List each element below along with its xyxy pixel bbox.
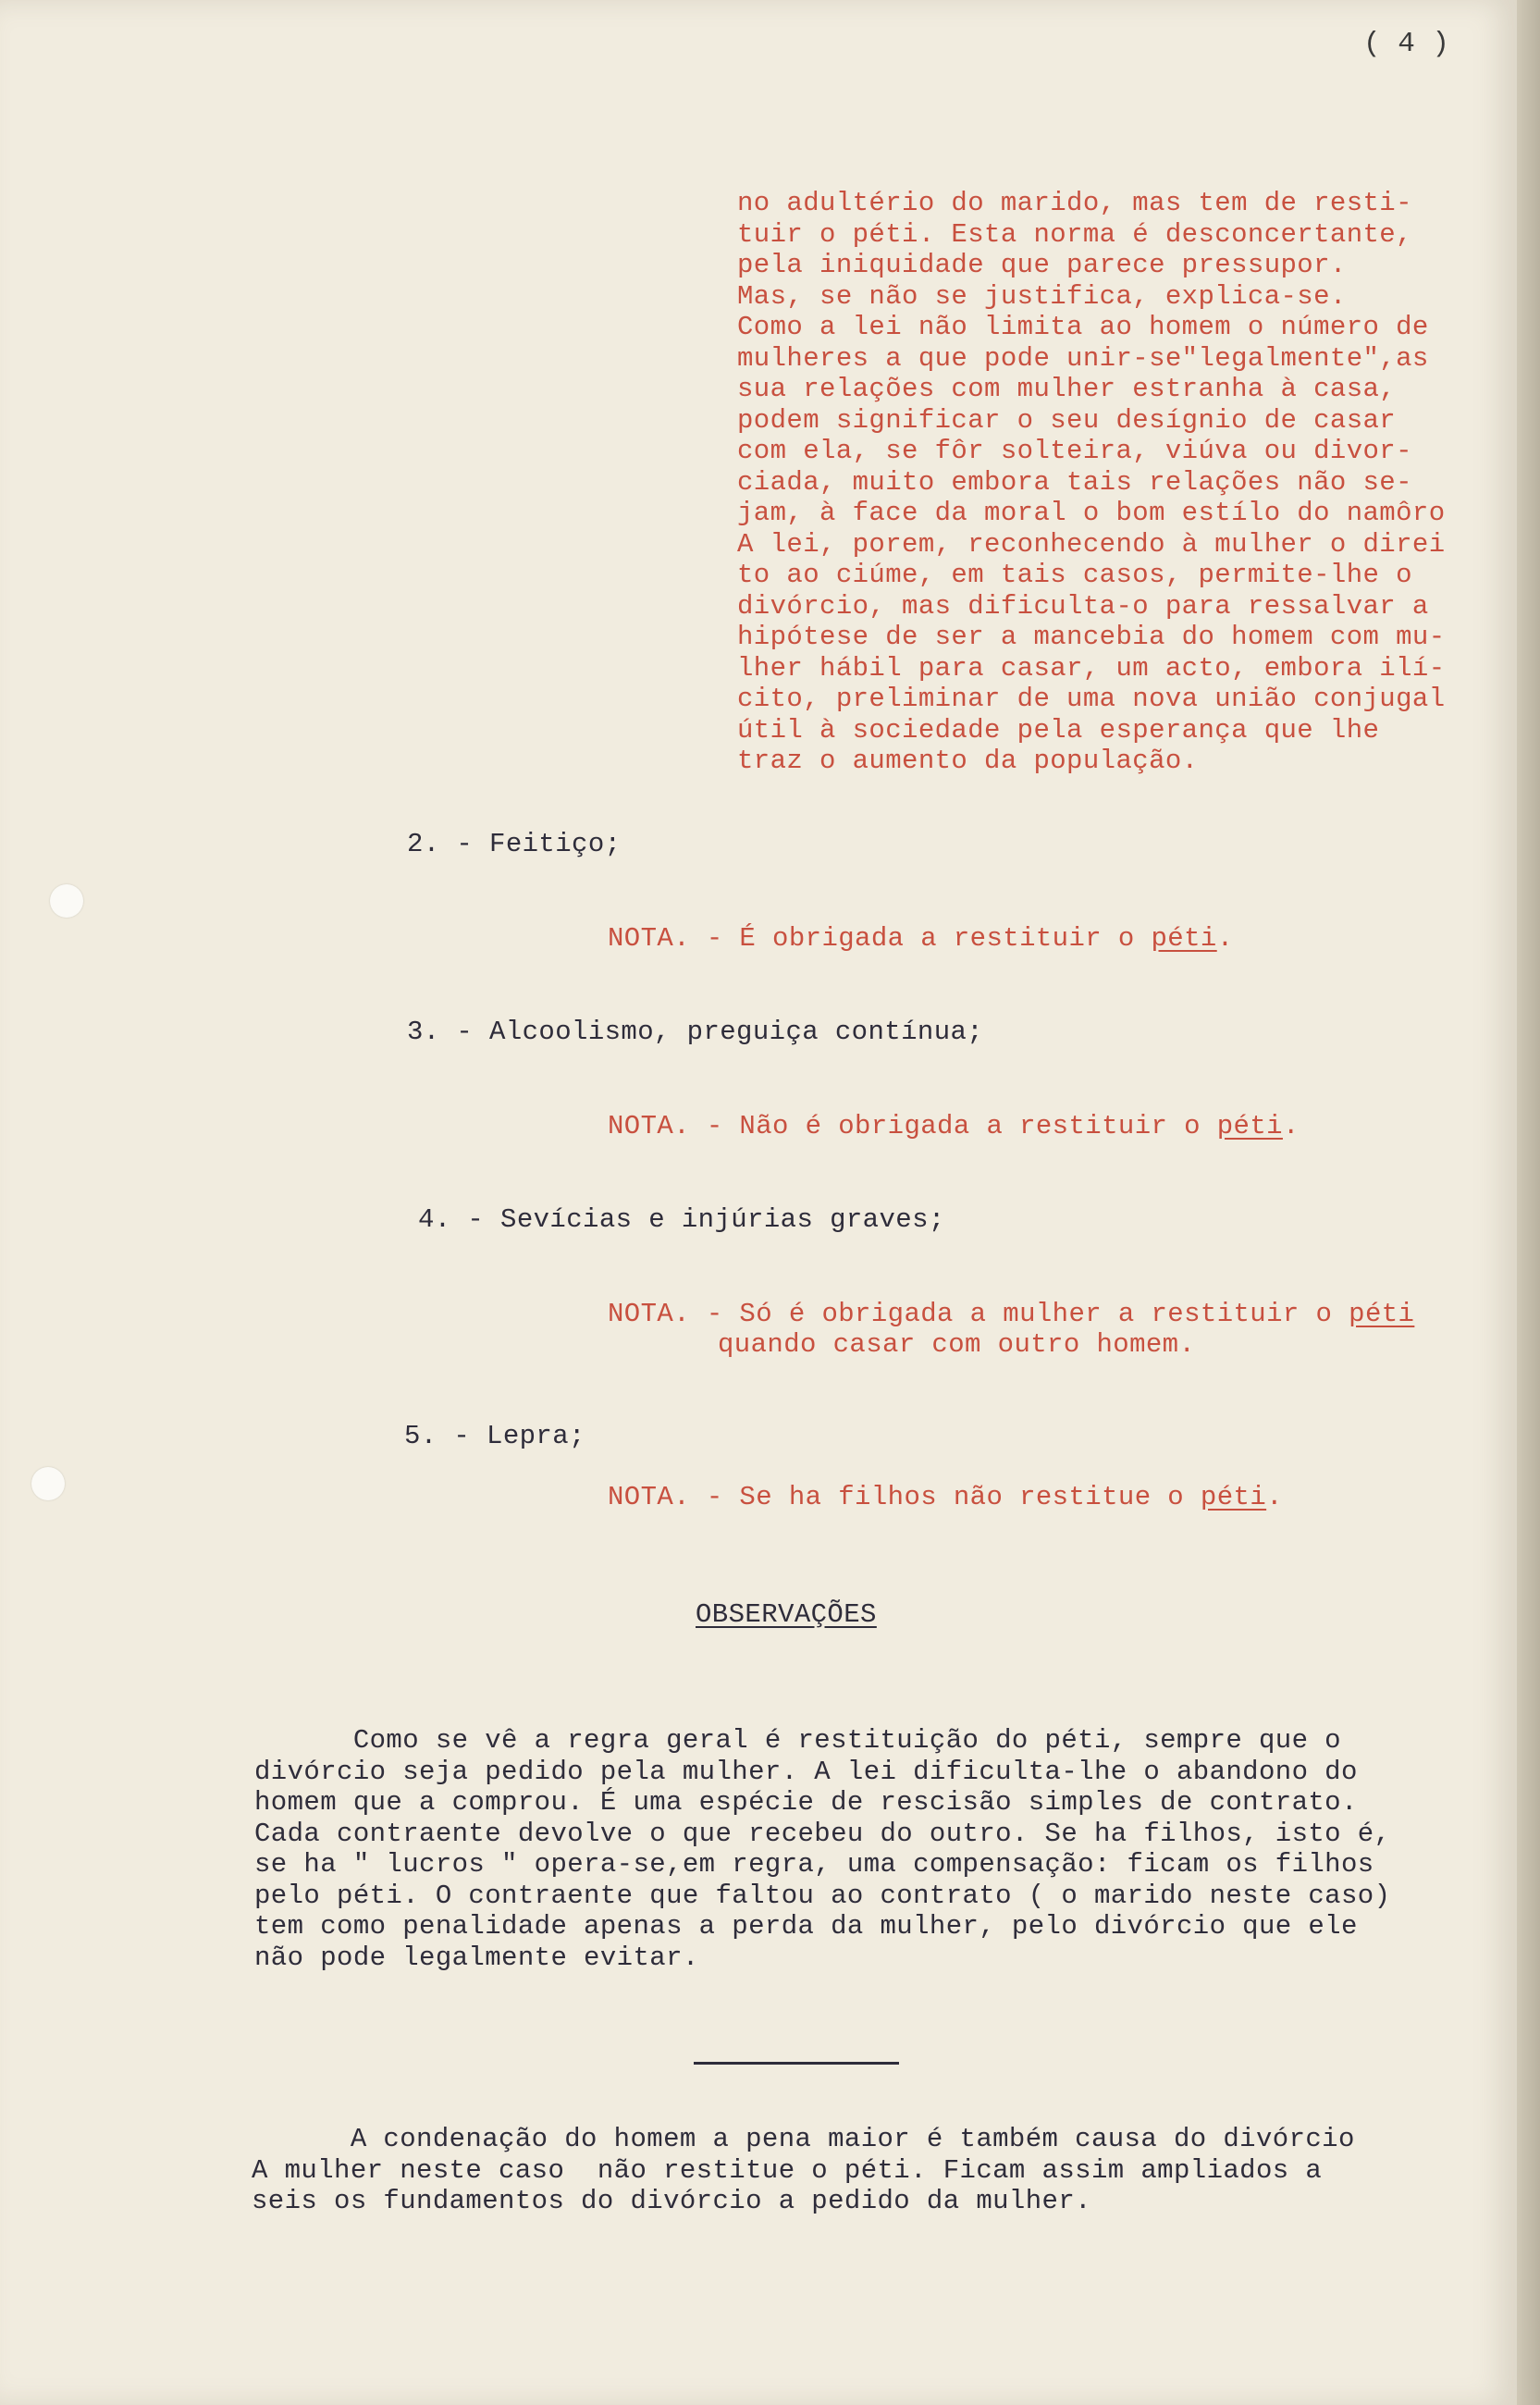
punch-hole (50, 884, 83, 918)
paragraph-line: no adultério do marido, mas tem de resti- (737, 188, 1412, 218)
paragraph-line: lher hábil para casar, um acto, embora ilí- (737, 652, 1446, 684)
paragraph-line: ciada, muito embora tais relações não se- (737, 466, 1412, 498)
paragraph-line: Como a lei não limita ao homem o número de (737, 312, 1429, 342)
note-text: - Se ha filhos não restitue o (690, 1482, 1201, 1512)
item-3-heading: 3. - Alcoolismo, preguiça contínua; (407, 1017, 984, 1047)
peti-term: péti (1349, 1299, 1415, 1329)
paragraph-line: traz o aumento da população. (737, 746, 1199, 776)
paragraph-line: hipótese de ser a mancebia do homem com mu- (737, 622, 1446, 652)
note-label: NOTA. (608, 1482, 691, 1512)
peti-term: péti (1200, 1482, 1267, 1512)
paragraph-line: A mulher neste caso não restitue o péti. Ficam assim ampliados a (252, 2154, 1323, 2186)
paragraph-line: to ao ciúme, em tais casos, permite-lhe o (737, 560, 1412, 590)
item-4-heading: 4. - Sevícias e injúrias graves; (418, 1204, 945, 1235)
paragraph-line: podem significar o seu desígnio de casar (737, 404, 1397, 436)
paragraph-line: Mas, se não se justifica, explica-se. (737, 280, 1347, 312)
paragraph-line: tuir o péti. Esta norma é desconcertante, (737, 218, 1412, 250)
paper-edge (1517, 0, 1540, 2405)
peti-term: péti (1216, 1111, 1283, 1141)
punch-hole (31, 1467, 65, 1500)
paragraph-line: cito, preliminar de uma nova união conjugal (737, 684, 1446, 714)
final-paragraph (252, 2124, 1355, 2217)
item-5-note: NOTA. - Se ha filhos não restitue o péti. (608, 1482, 1283, 1512)
item-4-note-line2: quando casar com outro homem. (718, 1329, 1196, 1360)
red-paragraph (737, 188, 1446, 777)
item-2-note: NOTA. - É obrigada a restituir o péti. (608, 923, 1234, 954)
paragraph-line: pela iniquidade que parece pressupor. (737, 250, 1347, 280)
paragraph-line: jam, à face da moral o bom estílo do namôro (737, 498, 1446, 528)
paragraph-line: seis os fundamentos do divórcio a pedido da mulher. (252, 2186, 1091, 2216)
page-number: ( 4 ) (1363, 28, 1450, 60)
item-5-heading: 5. - Lepra; (404, 1421, 585, 1451)
paragraph-line: pelo péti. O contraente que faltou ao contrato ( o marido neste caso) (254, 1880, 1391, 1911)
paragraph-line: com ela, se fôr solteira, viúva ou divor- (737, 436, 1412, 466)
paragraph-line: Como se vê a regra geral é restituição do péti, sempre que o (254, 1725, 1341, 1756)
item-2-heading: 2. - Feitiço; (407, 829, 622, 859)
paragraph-line: tem como penalidade apenas a perda da mulher, pelo divórcio que ele (254, 1911, 1358, 1942)
paragraph-line: divórcio, mas dificulta-o para ressalvar a (737, 590, 1429, 622)
paragraph-line: útil à sociedade pela esperança que lhe (737, 714, 1380, 746)
note-label: NOTA. (608, 923, 691, 954)
paragraph-line: mulheres a que pode unir-se"legalmente",as (737, 342, 1429, 374)
paragraph-line: homem que a comprou. É uma espécie de rescisão simples de contrato. (254, 1787, 1358, 1818)
observacoes-title: OBSERVAÇÕES (696, 1599, 877, 1630)
paragraph-line: A lei, porem, reconhecendo à mulher o direi (737, 528, 1446, 560)
peti-term: péti (1151, 923, 1217, 954)
item-4-note (608, 1299, 1414, 1330)
note-label: NOTA. (608, 1299, 691, 1329)
paragraph-line: se ha " lucros " opera-se,em regra, uma compensação: ficam os filhos (254, 1849, 1374, 1880)
item-3-note: NOTA. - Não é obrigada a restituir o péti. (608, 1111, 1300, 1141)
paragraph-line: A condenação do homem a pena maior é também causa do divórcio (252, 2124, 1355, 2154)
paragraph-line: divórcio seja pedido pela mulher. A lei dificulta-lhe o abandono do (254, 1756, 1358, 1787)
note-text: - É obrigada a restituir o (690, 923, 1152, 954)
note-text: - Só é obrigada a mulher a restituir o (690, 1299, 1349, 1329)
observacoes-paragraph (254, 1725, 1390, 1973)
paragraph-line: não pode legalmente evitar. (254, 1942, 699, 1973)
note-text: - Não é obrigada a restituir o (690, 1111, 1217, 1141)
paragraph-line: sua relações com mulher estranha à casa, (737, 374, 1397, 404)
note-label: NOTA. (608, 1111, 691, 1141)
paragraph-line: Cada contraente devolve o que recebeu do outro. Se ha filhos, isto é, (254, 1818, 1391, 1849)
section-divider (694, 2062, 899, 2065)
